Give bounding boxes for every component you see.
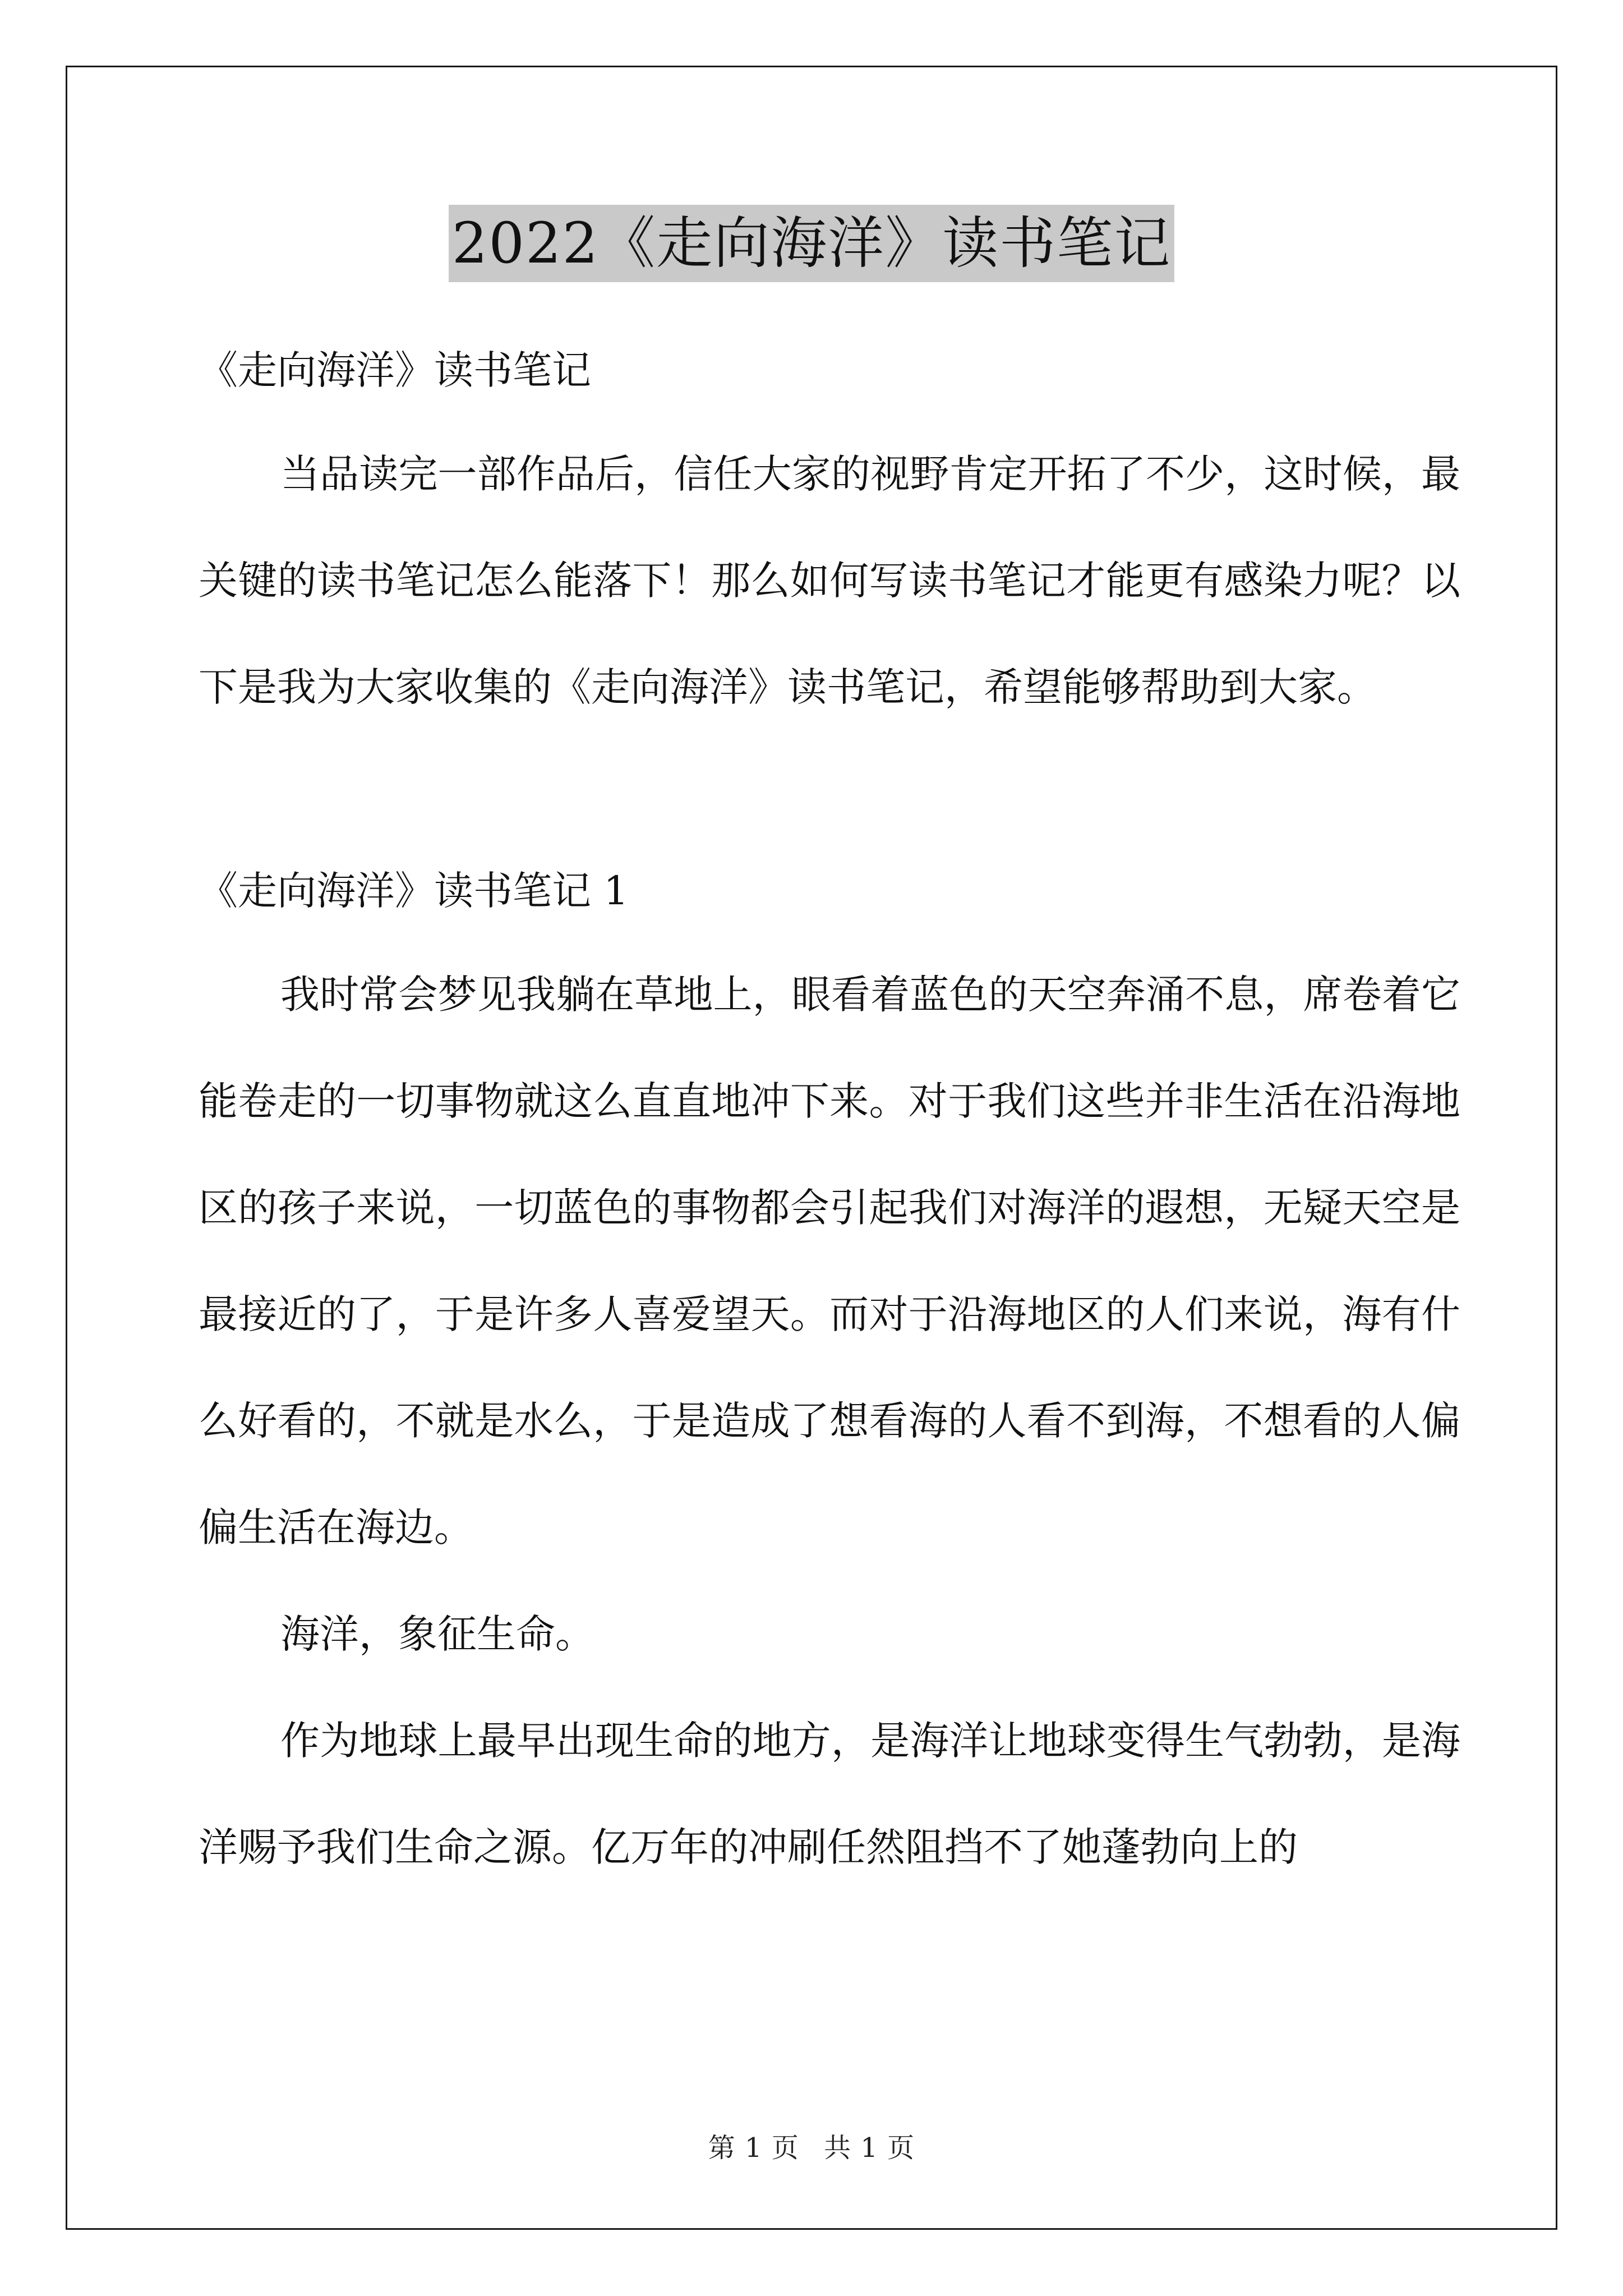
- section-spacer: [199, 740, 1460, 860]
- page-number-current: 第 1 页: [708, 2132, 799, 2164]
- document-title: 2022《走向海洋》读书笔记: [449, 205, 1175, 282]
- section1-paragraph-2: 海洋，象征生命。: [280, 1611, 594, 1657]
- intro-heading: 《走向海洋》读书笔记: [199, 347, 591, 393]
- page-number-total: 共 1 页: [824, 2132, 915, 2164]
- section1-heading: 《走向海洋》读书笔记 1: [199, 868, 629, 914]
- page-footer: [0, 2126, 1623, 2165]
- section1-paragraph-1: 我时常会梦见我躺在草地上，眼看着蓝色的天空奔涌不息，席卷着它能卷走的一切事物就这么直直地冲下来。对于我们这些并非生活在沿海地区的孩子来说，一切蓝色的事物都会引起我们对海洋的遐想，无疑天空是最接近的了，于是许多人喜爱望天。而对于沿海地区的人们来说，海有什么好看的，不就是水么，于是造成了想看海的人看不到海，不想看的人偏偏生活在海边。: [199, 972, 1460, 1550]
- document-body: [199, 339, 1460, 1901]
- section1-paragraph-3: 作为地球上最早出现生命的地方，是海洋让地球变得生气勃勃，是海洋赐予我们生命之源。亿万年的冲刷任然阻挡不了她蓬勃向上的: [199, 1718, 1460, 1870]
- title-container: [0, 205, 1623, 282]
- intro-paragraph: 当品读完一部作品后，信任大家的视野肯定开拓了不少，这时候，最关键的读书笔记怎么能落下！那么如何写读书笔记才能更有感染力呢？以下是我为大家收集的《走向海洋》读书笔记，希望能够帮助到大家。: [199, 451, 1460, 710]
